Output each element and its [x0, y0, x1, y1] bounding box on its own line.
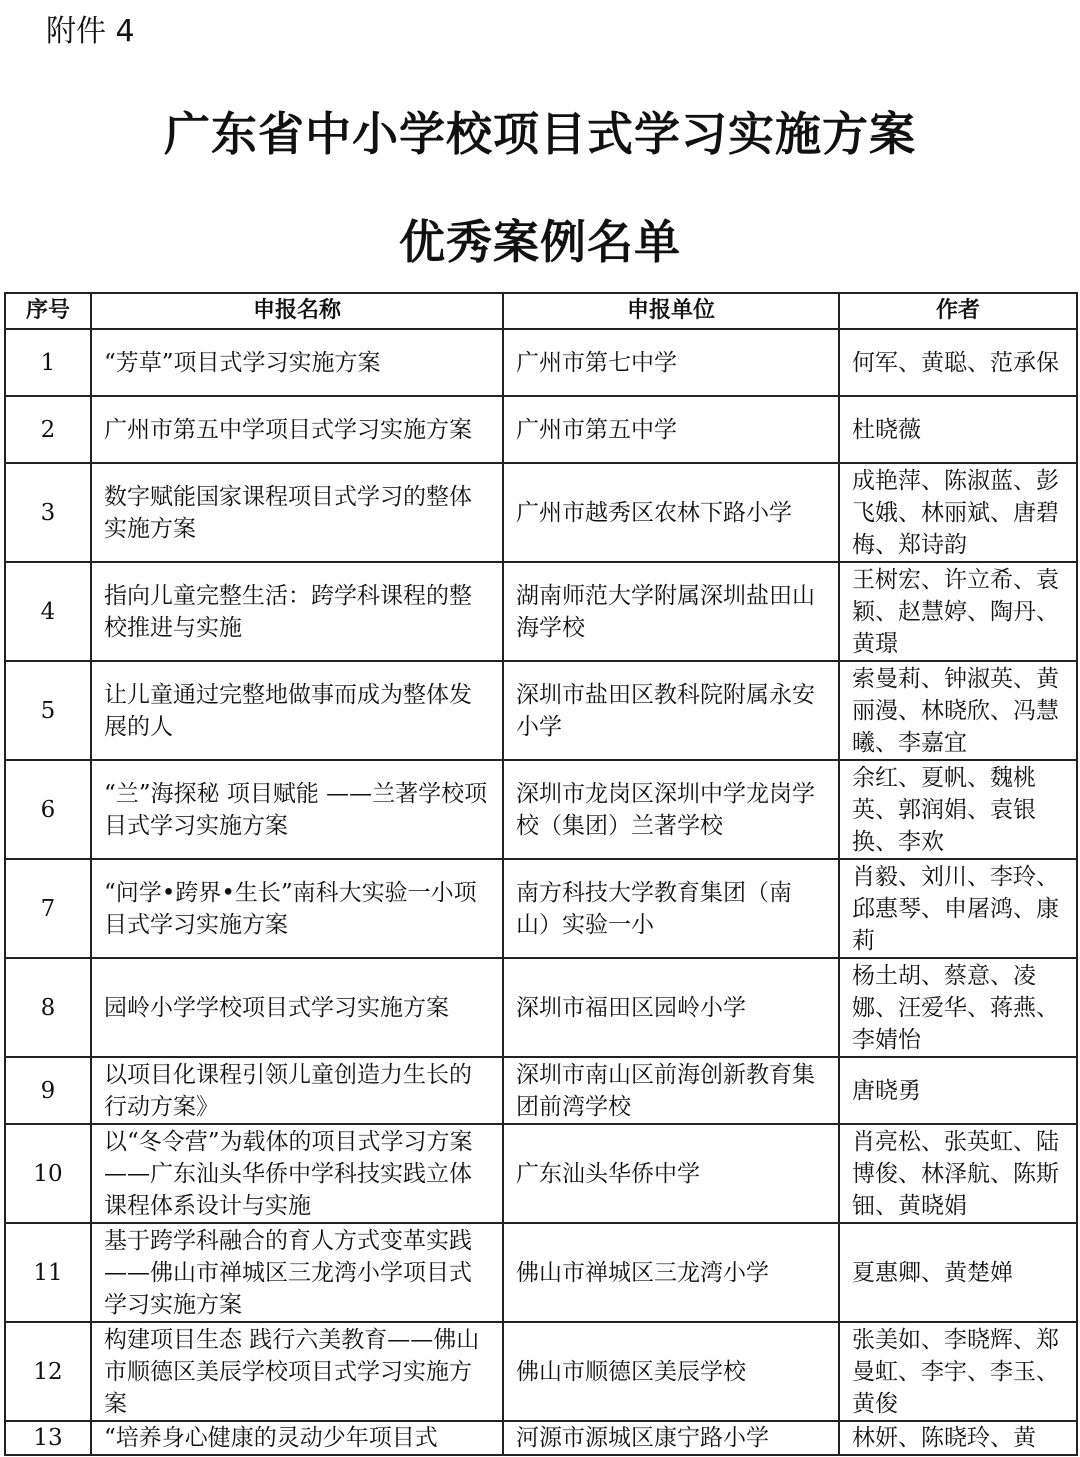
header-number: 序号	[5, 293, 91, 329]
row-project-name: “问学•跨界•生长”南科大实验一小项目式学习实施方案	[91, 859, 503, 958]
table-row	[5, 859, 1077, 958]
table-row	[5, 1421, 1077, 1455]
row-number: 5	[5, 661, 91, 760]
row-unit: 深圳市盐田区教科院附属永安小学	[503, 661, 839, 760]
row-unit: 深圳市福田区园岭小学	[503, 958, 839, 1057]
row-authors: 肖亮松、张英虹、陆博俊、林泽航、陈斯钿、黄晓娟	[839, 1124, 1077, 1223]
case-list-table	[4, 292, 1078, 1456]
row-authors: 何军、黄聪、范承保	[839, 329, 1077, 396]
table-row	[5, 958, 1077, 1057]
row-authors: 林妍、陈晓玲、黄	[839, 1421, 1077, 1455]
row-unit: 南方科技大学教育集团（南山）实验一小	[503, 859, 839, 958]
row-project-name: 以“冬令营”为载体的项目式学习方案 ——广东汕头华侨中学科技实践立体课程体系设计与实施	[91, 1124, 503, 1223]
table-row	[5, 1057, 1077, 1124]
row-number: 1	[5, 329, 91, 396]
row-project-name: 指向儿童完整生活：跨学科课程的整校推进与实施	[91, 562, 503, 661]
row-unit: 广州市第七中学	[503, 329, 839, 396]
row-project-name: 构建项目生态 践行六美教育——佛山市顺德区美辰学校项目式学习实施方案	[91, 1322, 503, 1421]
table-row	[5, 329, 1077, 396]
row-unit: 广州市越秀区农林下路小学	[503, 463, 839, 562]
row-number: 11	[5, 1223, 91, 1322]
document-title: 广东省中小学校项目式学习实施方案	[164, 107, 916, 161]
row-unit: 广州市第五中学	[503, 396, 839, 463]
row-unit: 广东汕头华侨中学	[503, 1124, 839, 1223]
row-authors: 杜晓薇	[839, 396, 1077, 463]
row-project-name: 以项目化课程引领儿童创造力生长的行动方案》	[91, 1057, 503, 1124]
table-row	[5, 661, 1077, 760]
row-authors: 张美如、李晓辉、郑曼虹、李宇、李玉、黄俊	[839, 1322, 1077, 1421]
row-authors: 肖毅、刘川、李玲、邱惠琴、申屠鸿、康莉	[839, 859, 1077, 958]
row-unit: 河源市源城区康宁路小学	[503, 1421, 839, 1455]
row-project-name: 让儿童通过完整地做事而成为整体发展的人	[91, 661, 503, 760]
row-number: 13	[5, 1421, 91, 1455]
row-authors: 杨土胡、蔡意、凌娜、汪爱华、蒋燕、李婧怡	[839, 958, 1077, 1057]
table-header-row	[5, 293, 1077, 329]
header-unit: 申报单位	[503, 293, 839, 329]
table-row	[5, 463, 1077, 562]
header-project-name: 申报名称	[91, 293, 503, 329]
row-number: 3	[5, 463, 91, 562]
attachment-label: 附件 4	[46, 14, 135, 49]
row-unit: 佛山市禅城区三龙湾小学	[503, 1223, 839, 1322]
row-number: 8	[5, 958, 91, 1057]
row-number: 4	[5, 562, 91, 661]
row-number: 10	[5, 1124, 91, 1223]
row-number: 6	[5, 760, 91, 859]
table-row	[5, 760, 1077, 859]
row-authors: 唐晓勇	[839, 1057, 1077, 1124]
row-number: 2	[5, 396, 91, 463]
row-unit: 深圳市南山区前海创新教育集团前湾学校	[503, 1057, 839, 1124]
table-row	[5, 1322, 1077, 1421]
row-authors: 索曼莉、钟淑英、黄丽漫、林晓欣、冯慧曦、李嘉宜	[839, 661, 1077, 760]
row-unit: 佛山市顺德区美辰学校	[503, 1322, 839, 1421]
row-project-name: 数字赋能国家课程项目式学习的整体实施方案	[91, 463, 503, 562]
table-row	[5, 1124, 1077, 1223]
row-authors: 王树宏、许立希、袁颖、赵慧婷、陶丹、黄璟	[839, 562, 1077, 661]
row-number: 7	[5, 859, 91, 958]
row-project-name: “芳草”项目式学习实施方案	[91, 329, 503, 396]
row-project-name: 广州市第五中学项目式学习实施方案	[91, 396, 503, 463]
document-subtitle: 优秀案例名单	[399, 215, 681, 269]
row-project-name: “培养身心健康的灵动少年项目式	[91, 1421, 503, 1455]
table-row	[5, 396, 1077, 463]
row-project-name: 园岭小学学校项目式学习实施方案	[91, 958, 503, 1057]
row-authors: 余红、夏帆、魏桃英、郭润娟、袁银换、李欢	[839, 760, 1077, 859]
row-authors: 夏惠卿、黄楚婵	[839, 1223, 1077, 1322]
row-unit: 湖南师范大学附属深圳盐田山海学校	[503, 562, 839, 661]
row-project-name: “兰”海探秘 项目赋能 ——兰著学校项目式学习实施方案	[91, 760, 503, 859]
row-authors: 成艳萍、陈淑蓝、彭飞娥、林丽斌、唐碧梅、郑诗韵	[839, 463, 1077, 562]
row-project-name: 基于跨学科融合的育人方式变革实践 ——佛山市禅城区三龙湾小学项目式学习实施方案	[91, 1223, 503, 1322]
row-number: 12	[5, 1322, 91, 1421]
table-row	[5, 1223, 1077, 1322]
table-row	[5, 562, 1077, 661]
row-unit: 深圳市龙岗区深圳中学龙岗学校（集团）兰著学校	[503, 760, 839, 859]
header-authors: 作者	[839, 293, 1077, 329]
row-number: 9	[5, 1057, 91, 1124]
